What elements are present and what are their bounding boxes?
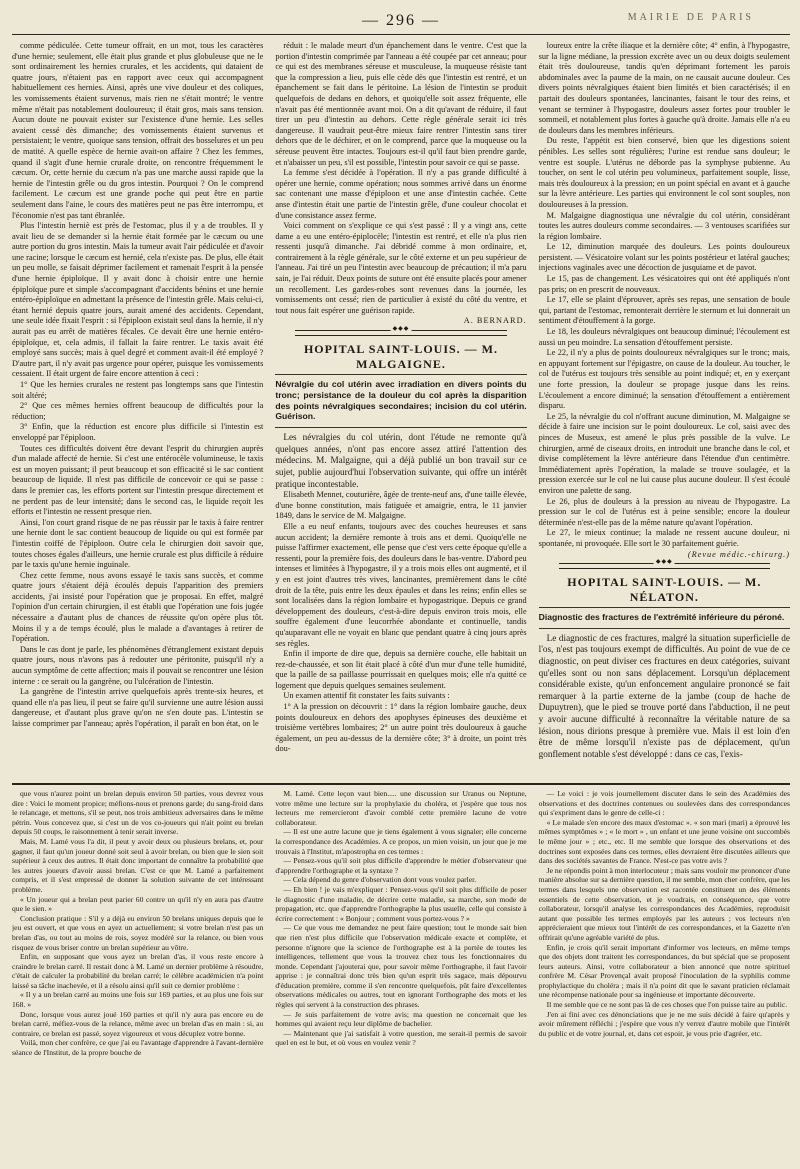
article-paragraph: Le 15, pas de changement. Les vésicatoires qui ont été appliqués n'ont pas pris; on en prescrit de nouveaux. [538, 274, 790, 294]
article-paragraph: La femme s'est décidée à l'opération. Il n'y a pas grande difficulté à opérer une hernie, comme opération; nous sommes arrivé dans un énorme sac contenant une masse d'épiploon et une anse d'intestin cachée. Cette anse d'intestin était une partie de l'intestin grêle, d'une couleur chocolat et d'une consistance assez ferme. [275, 168, 527, 220]
article-paragraph: 3° Enfin, que la réduction est encore plus difficile si l'intestin est enveloppé par l'épiploon. [12, 422, 264, 442]
article-paragraph: Le 12, diminution marquée des douleurs. Les points douloureux persistent. — Vésicatoire volant sur les points postérieur et latéral gauches; injections vaginales avec une décoction de jusquiame et de pavot. [538, 242, 790, 273]
article-paragraph: Un examen attentif fit constater les faits suivants : [283, 691, 450, 701]
source-citation: (Revue médic.-chirurg.) [687, 549, 790, 559]
feuilleton-paragraph: Il me semble que ce ne sont pas là de ces choses que l'on puisse taire au public. [546, 1000, 788, 1010]
feuilleton-paragraph: J'en ai fini avec ces dénonciations que je ne me suis décidé à faire qu'après y avoir mûrement réfléchi ; j'espère que vous n'y verrez d'autre mobile que l'intérêt du public et de votre journal, et, dans cet espoir, je vous prie d'agréer, etc. [538, 1009, 790, 1038]
article-paragraph: Voici comment on s'explique ce qui s'est passé : Il y a vingt ans, cette dame a eu une entéro-épiplocèle; l'intestin est rentré, et elle n'a plus rien ressenti jusqu'à dimanche. J'ai débridé comme à mon ordinaire, et, contrairement à la règle générale, sur le côté externe et un peu supérieur de l'anneau. J'ai tiré un peu l'intestin avec beaucoup de précaution; il m'a paru sain, je l'ai réduit. Deux points de suture ont été ensuite placés pour amener un recollement. Les gardes-robes sont revenues dans la journée, les vomissements ont cessé; rien de particulier à existé du côté du ventre, et tout nous fait espérer une guérison rapide. [275, 221, 527, 315]
article-paragraph: Du reste, l'appétit est bien conservé, bien que les digestions soient pénibles. Les selles sont régulières; l'urine est rendue sans douleur; le ventre est souple. L'utérus ne déborde pas la symphyse pubienne. Au toucher, on sent le col utérin peu volumineux, parfaitement souple, lisse, mais très douloureux à la pression; en un point spécial en avant et à gauche sur la lèvre antérieure. Les parties qui environnent le col sont souples, non douloureuses à la pression. [538, 136, 790, 209]
feuilleton-paragraph: Enfin, je crois qu'il serait important d'informer vos lecteurs, en même temps que des objets dont traitent les correspondances, du but spécial que se proposent leurs auteurs. Ainsi, votre collaborateur a bien annoncé que notre spirituel confrère M. César Provençal avait proposé l'inoculation de la syphilis comme prophylactique du choléra ; mais il n'a point dit que le savant praticien réclamait une récompense nationale pour sa ingénieuse et importante découverte. [538, 942, 790, 1000]
article-signature: A. BERNARD. [463, 316, 527, 326]
article-paragraph: Dans le cas dont je parle, les phénomènes d'étranglement existant depuis quatre jours, nous n'avons pas à redouter une péritonite, puisqu'il n'y a aucun symptôme de cette affection; mais il pouvait se rencontrer une lésion interne : ce serait ou la gangrène, ou l'ulcération de l'intestin. [12, 644, 264, 686]
section-divider [275, 427, 526, 428]
feuilleton-column-2 [275, 789, 526, 1169]
column-1 [12, 41, 263, 779]
feuilleton-section [12, 789, 790, 1169]
article-paragraph: Le 27, le mieux continue; la malade ne ressent aucune douleur, ni spontanée, ni provoquée. Elle sort le 30 parfaitement guérie. [538, 528, 790, 548]
feuilleton-paragraph: « Un joueur qui a brelan peut parier 60 contre un qu'il n'y en aura pas d'autre que le sien. » [12, 894, 264, 914]
article-paragraph: Enfin il importe de dire que, depuis sa dernière couche, elle habitait un rez-de-chaussée, et son lit était placé à côté d'un mur d'une telle humidité, que la paille de sa paillasse pourrissait en quelques mois; elle n'a quitté ce logement que depuis quelques semaines seulement. [275, 649, 527, 690]
page-header [12, 8, 790, 34]
feuilleton-paragraph: Mais, M. Lamé vous l'a dit, il peut y avoir deux ou plusieurs brelans, et, pour gagner, il faut qu'un joueur donné soit seul à avoir brelan, ou bien que le sien soit supérieur à ceux des autres. Il était donc important de connaître la probabilité que les autres joueurs d'avoir aussi brelan. C'est ce que M. Lamé a parfaitement compris, et il s'est empressé de donner la solution suivante de cet intéressant problème. [12, 836, 264, 894]
article-paragraph: Le 22, il n'y a plus de points douloureux névralgiques sur le tronc; mais, en appuyant fortement sur l'épigastre, on cause de la douleur. Au toucher, le col de l'utérus est toujours très sensible au point indiqué; et, en y exerçant une forte pression, la douleur se propage jusque dans les reins. L'écoulement a encore diminué; la sensation d'étouffement a entièrement disparu. [538, 348, 790, 411]
article-paragraph: Toutes ces difficultés doivent être devant l'esprit du chirurgien auprès d'un malade affecté de hernie. Si c'est une entérocèle volumineuse, le taxis est un moyen puissant; il peut beaucoup et son efficacité si le sac contient beaucoup de liquide. Il n'est pas difficile de concevoir ce qui se passe : dans le premier cas, les efforts portent sur l'intestin presque directement et ne perdent pas de leur intensité; dans le second cas, le liquide reçoit les efforts et l'intestin ne ressent presque rien. [12, 443, 264, 517]
article-paragraph: Le diagnostic de ces fractures, malgré la situation superficielle de l'os, n'est pas toujours exempt de difficultés. Au point de vue de ce diagnostic, on peut diviser ces fractures en deux catégories, suivant qu'elles sont ou non sans déplacement. Lorsqu'un déplacement considérable existe, qu'un enfoncement angulaire prononcé se fait remarquer à la partie externe de la jambe (coup de hache de Dupuytren), que le pied se trouve porté dans l'abduction, il ne peut y avoir aucune difficulté à reconnaître la véritable nature de sa lésion, nous dirions presque à première vue. Mais il est loin d'en être de même lorsqu'il n'existe pas de déplacement, qu'un gonflement notable s'est développé : dans ce cas, l'exis- [538, 632, 790, 759]
article-paragraph: Les névralgies du col utérin, dont l'étude ne remonte qu'à quelques années, n'ont pas encore assez attiré l'attention des médecins. M. Malgaigne, qui a déjà publié un bon travail sur ce sujet, publie aujourd'hui l'observation suivante, qui offre un intérêt pratique incontestable. [275, 432, 527, 489]
article-paragraph: Elisabeth Mennet, couturière, âgée de trente-neuf ans, d'une taille élevée, d'une bonne constitution, mais fatiguée et amaigrie, entra, le 11 janvier 1849, dans le service de M. Malgaigne. [275, 490, 527, 521]
feuilleton-rule [12, 783, 790, 785]
column-3 [539, 41, 790, 779]
feuilleton-paragraph: — Pensez-vous qu'il soit plus difficile d'apprendre le métier d'observateur que d'apprendre l'orthographe et la syntaxe ? [275, 856, 527, 875]
section-divider [275, 374, 526, 375]
section-title: HOPITAL SAINT-LOUIS. — M. MALGAIGNE. [303, 342, 499, 372]
library-stamp: MAIRIE DE PARIS [627, 12, 754, 23]
article-paragraph: Le 26, plus de douleurs à la pression au niveau de l'hypogastre. La pression sur le col de l'utérus est à peine sensible; encore la douleur déterminée n'est-elle pas de la même nature qu'avant l'opération. [538, 496, 790, 527]
article-paragraph: Le 17, elle se plaint d'éprouver, après ses repas, une sensation de boule qui, partant de l'estomac, remonterait derrière le sternum et lui donnerait un sentiment d'étouffement à la gorge. [538, 295, 790, 326]
article-paragraph: 2° Que ces mêmes hernies offrent beaucoup de difficultés pour la réduction; [12, 401, 264, 421]
article-paragraph: Chez cette femme, nous avons essayé le taxis sans succès, et comme quatre jours s'étaient déjà écoulés depuis l'apparition des premiers accidents, j'ai insisté pour l'opération que je proposai. En effet, malgré l'opinion d'un certain chirurgien, il est établi que l'opération une fois jugée nécessaire a d'autant plus de chances de réussite qu'on opère plus tôt. Moins il y a de temps écoulé, plus le malade a d'avantages à retirer de l'opération. [12, 570, 264, 644]
feuilleton-paragraph: Enfin, en supposant que vous ayez un brelan d'as, il vous reste encore à craindre le brelan carré. Il restait donc à M. Lamé un dernier problème à résoudre, c'était de calculer la probabilité du brelan carré; le célèbre académicien n'a point laissé sa tâche inachevée, et il a résolu ainsi qu'il suit ce dernier problème : [12, 952, 264, 990]
article-paragraph: Plus l'intestin herniè est près de l'estomac, plus il y a de troubles. Il y avait lieu de se demander si la hernie était formée par le cæcum ou une autre portion du gros intestin. Mais la tumeur avait l'air pédiculée et d'avoir une racine; lorsque le cæcum est hernié, cela n'existe pas. De plus, elle était un peu molle, se faisait déprimer facilement et ramenait l'esprit à la pensée d'une hernie épiploïque. Il y avait donc à choisir entre une hernie épiploïque pure et simple s'accompagnant d'accidents bénins et une hernie entéro-épiploïque en admettant la présence de l'intestin grêle. Mais celui-ci, étant hernié depuis quatre jours, aurait amené des accidents. Cependant, une seule idée fixait l'esprit : si l'épiploon existait seul dans la hernie, il n'y aurait pas eu arrêt de matières fécales. Ce devait être une hernie entéro-épiploïque, et, cela admis, il fallait la faire rentrer. Le taxis avait été employé sans succès; mais à quel degré et comment avait-il été employé ? D'autre part, il n'y avait pas urgence pour opérer, puisque les vomissements cessaient. Il était urgent de faire encore attention à ceci : [12, 221, 264, 379]
feuilleton-column-3 [539, 789, 790, 1169]
section-subtitle: Diagnostic des fractures de l'extrémité inférieure du péroné. [538, 612, 785, 623]
article-paragraph: comme pédiculée. Cette tumeur offrait, en un mot, tous les caractères d'une hernie; seulement, elle était plus grande et plus globuleuse que ne le sont ordinairement les hernies crurales, et les accidents, qui dataient de quatre jours, n'étaient pas en rapport avec ceux qui accompagnent habituellement ces hernies. Ainsi, après une vive douleur et des coliques, les vomissements étaient survenus, mais rien ne s'était montré; le ventre même n'était pas notablement douloureux; il était gros, mais sans tension. Aucun doute ne pouvait exister sur l'existence d'une hernie. Les selles avaient cessé dès dimanche; des vomissements étaient survenus et persistaient; le ventre, quoique sans tension, offrait des bosselures et un peu de matité. A quelle espèce de hernie avait-on affaire ? Chez les femmes, quand il s'agit d'une hernie crurale droite, on rencontre fréquemment le cæcum. Or, cette hernie du cæcum n'a pas une marche aussi rapide que la hernie de l'intestin grêle ou du gros intestin. Pourquoi ? On le comprend facilement. Le cæcum est une grande poche qui peut être en partie seulement dans l'aine, le cours des matières peut ne pas être interrompu, et l'économie n'est pas tant ébranlée. [12, 41, 264, 220]
article-paragraph: Elle a eu neuf enfants, toujours avec des couches heureuses et sans aucun accident; la dernière remonte à trois ans et demi. Quoiqu'elle ne puisse l'affirmer exactement, elle pense que c'est vers cette époque qu'elle a ressenti, pour la première fois, des douleurs dans le bas-ventre. D'abord peu intenses et limitées à l'hypogastre, il y a trois mois elles ont augmenté, et il y en est joint d'autres très vives, lancinantes, premièrement dans le côté droit de la tête, puis entre les deux épaules et dans les reins; enfin elles se sont localisées dans la région lombaire et hypogastrique. Depuis ce grand développement des douleurs, c'est-à-dire depuis environ trois mois, elle souffre également d'une leucorrhée abondante et continuelle, tandis qu'auparavant elle ne voyait en blanc que pendant quatre à cinq jours après ses règles. [275, 521, 527, 648]
feuilleton-paragraph: Conclusion pratique : S'il y a déjà eu environ 50 brelans uniques depuis que le jeu est ouvert, et que vous en ayez un actuellement; si votre brelan n'est pas un brelan d'as, ou tout au moins de rois, soyez modéré sur la relance, ou bien vous risquez de vous briser contre un brelan supérieur au vôtre. [12, 913, 264, 952]
section-subtitle: Névralgie du col utérin avec irradiation en divers points du tronc; persistance de la douleur du col après la disparition des points névralgiques secondaires; incision du col utérin. Guérison. [275, 379, 527, 422]
article-paragraph: loureux entre la crête iliaque et la dernière côte; 4° enfin, à l'hypogastre, sur la ligne médiane, la pression excrète avec un ou deux doigts seulement était très douloureuse, tandis qu'en déprimant fortement les parois abdominales avec la paume de la main, on ne causait aucune douleur. Ces divers points névralgiques étaient bien limités et bien caractérisés; il en partait des douleurs spontanées, lancinantes, faisant le tour des reins, et venant se terminer à l'hypogastre, douleurs assez fortes pour troubler le sommeil, et notablement plus fortes à gauche qu'à droite. Jamais elle n'a eu de douleurs dans les membres inférieurs. [538, 41, 790, 135]
feuilleton-paragraph: — Cela dépend du genre d'observation dont vous voulez parler. [283, 875, 477, 885]
header-rule [12, 34, 790, 35]
feuilleton-paragraph: — Je suis parfaitement de votre avis; ma question ne concernait que les hommes qui avaient reçu leur diplôme de bachelier. [275, 1009, 527, 1029]
article-paragraph: 1° Que les hernies crurales ne restent pas longtemps sans que l'intestin soit altéré; [12, 380, 264, 400]
article-paragraph: Ainsi, l'on court grand risque de ne pas réussir par le taxis à faire rentrer une hernie dont le sac contient beaucoup de liquide ou qui est formée par l'intestin coiffé de l'épiploon. Outre cela le chirurgien doit savoir que, toutes choses égales d'ailleurs, une hernie crurale est plus difficile à réduire par le taxis qu'une hernie inguinale. [12, 517, 264, 570]
feuilleton-paragraph: « Il y a un brelan carré au moins une fois sur 169 parties, et au plus une fois sur 168. » [12, 990, 264, 1010]
article-paragraph: M. Malgaigne diagnostiqua une névralgie du col utérin, considérant toutes les autres douleurs comme secondaires. — 3 ventouses scarifiées sur la région lombaire. [538, 210, 790, 241]
feuilleton-paragraph: — Ce que vous me demandez ne peut faire question; tout le monde sait bien que rien n'est plus difficile que l'observation médicale exacte et complète, et personne n'ignore que la science de l'orthographe est à la portée de toutes les intelligences, tellement que vous la trouvez chez tous les fonctionnaires du monde. Cependant j'ajouterai que, pour savoir même l'orthographe, il faut l'avoir apprise : je connaîtrai donc très bien qu'un esprit très sagace, mais dépourvu d'éducation première, comme il s'en rencontre quelquefois, pût faire d'excellentes observations médicales ou autres, tout en ignorant l'orthographe des mots et les règles qui servent à la construction des phrases. [275, 923, 527, 1010]
feuilleton-column-1 [12, 789, 263, 1169]
feuilleton-paragraph: — Le voici : je vois journellement discuter dans le sein des Académies des observations et des doctrines contenues ou soulevées dans des correspondances qui s'expriment dans le genre de celle-ci : [538, 789, 790, 818]
section-divider [539, 628, 790, 629]
section-ornament [295, 330, 506, 336]
article-paragraph: Le 25, la névralgie du col n'offrant aucune diminution, M. Malgaigne se décide à faire une incision sur le point douloureux. Le col, saisi avec des pinces de Museux, est amené le plus près possible de la vulve. Le chirurgien, armé de ciseaux droits, en introduit une branche dans le col, et divise complètement la lèvre antérieure dans l'étendue d'un centimètre. Immédiatement après l'opération, la malade se trouve soulagée, et la pression exercée sur le col ne lui cause plus aucune douleur. Il s'est écoulé environ une palette de sang. [538, 411, 790, 495]
feuilleton-paragraph: M. Lamé. Cette leçon vaut bien..... une discussion sur Uranus ou Neptune, votre même une lecture sur la prophylaxie du choléra, et j'espère que tous nos lecteurs me remercieront d'avoir comblé cette première lacune de votre collaborateur. [275, 789, 527, 827]
feuilleton-paragraph: — Maintenant que j'ai satisfait à votre question, me serait-il permis de savoir quel en est le but, et où vous en voulez venir ? [275, 1028, 527, 1048]
feuilleton-paragraph: « Le malade s'en encore des maux d'estomac ». « son mari (mari) a éprouvé les mêmes symptômes » ; « le mort » , un enfant et une jeune voisine ont succombés le même jour » ; etc., etc. Il me semble que lorsque des observations et des doctrines sont exposées dans ces termes, elles devraient être discutées ailleurs que dans des sociétés savantes de France. N'est-ce pas votre avis ? [538, 817, 790, 866]
top-section [12, 41, 790, 779]
article-paragraph: Le 18, les douleurs névralgiques ont beaucoup diminué; l'écoulement est aussi un peu moindre. La sensation d'étouffement persiste. [538, 327, 790, 347]
feuilleton-paragraph: Donc, lorsque vous aurez joué 160 parties et qu'il n'y aura pas encore eu de brelan carré, méfiez-vous de la relance, même avec un brelan d'as en main : si, au contraire, ce brelan est passé, soyez vigoureux et vous décuplez votre bonne. [12, 1009, 264, 1038]
feuilleton-paragraph: Je ne répondis point à mon interlocuteur ; mais sans vouloir me prononcer d'une manière absolue sur sa dernière question, il me semble, mon cher confrère, que les termes dans lesquels une observation est racontée constituent un des éléments essentiels de cette observation, et je voudrais, en conséquence, que votre collaborateur, lorsqu'il analyse les correspondances des Académies, reproduisit autant que possible les termes employés par les auteurs ; vos lecteurs n'en apprécieraient que mieux tout l'intérêt de ces correspondances, et la Gazette n'en offrirait qu'une agréable variété de plus. [538, 865, 790, 942]
article-paragraph: La gangrène de l'intestin arrive quelquefois après trente-six heures, et quand elle n'a pas lieu, il peut se faire qu'il survienne une autre lésion aussi dangereuse, et d'autant plus grave qu'on ne s'en doute pas. L'intestin se laisse comprimer par l'anneau; après l'opération, il paraît en bon état, on le [12, 687, 264, 728]
feuilleton-paragraph: — Il est une autre lacune que je tiens également à vous signaler; elle concerne la correspondance des Académies. A ce propos, un mien voisin, un jour que je me trouvais à l'Institut, m'apostropha en ces termes : [275, 827, 527, 856]
article-paragraph: réduit : le malade meurt d'un épanchement dans le ventre. C'est que la portion d'intestin comprimée par l'anneau a été coupée par cet anneau; pour ce qui est des membranes séreuse et musculeuse, la muqueuse résiste tant que la compression a lieu, puis elle cède dès que l'intestin est rentré, et un épanchement se fait dans le péritoine. La lésion de l'intestin se produit quelquefois de dedans en dehors, et quoiqu'elle soit assez fréquente, elle n'avait pas été mentionnée avant moi. On a dit qu'avant de réduire, il faut tirer un peu d'intestin au dehors. Cette règle générale serait ici très dangereuse. Il vaudrait peut-être mieux faire rentrer l'intestin sans tirer dehors que de le déchirer, et on le comprend, parce que la muqueuse ou la séreuse peuvent être intactes. Toujours est-il qu'il faut bien prendre garde, et n'abaisser un peu, s'il est possible, l'intestin pour savoir ce qui se passe. [275, 41, 527, 167]
section-ornament [559, 563, 770, 569]
feuilleton-paragraph: que vous n'aurez point un brelan depuis environ 50 parties, vous devrez vous dire : Voici le moment propice; méfions-nous et prenons garde; du sang-froid dans le relancage, et mettons, s'il se peut, nos trois ambitieux adversaires dans le même pétrin. Vous concevez que, si c'est un de vos co-joueurs qui n'ait point eu brelan depuis 50 coups, le raisonnement à tenir serait inverse. [12, 789, 264, 837]
column-2 [275, 41, 526, 779]
feuilleton-paragraph: — Eh bien ! je vais m'expliquer : Pensez-vous qu'il soit plus difficile de poser le diagnostic d'une maladie, de décrire cette maladie, sa marche, son mode de propagation, etc. que d'apprendre l'orthographe la plus usuelle, celle qui consiste à écrire correctement : « Bonjour ; comment vous portez-vous ? » [275, 884, 527, 923]
section-divider [539, 607, 790, 608]
page-number: — 296 — [362, 12, 440, 29]
feuilleton-paragraph: Voilà, mon cher confrère, ce que j'ai eu l'avantage d'apprendre à l'avant-dernière séance de l'Institut, de la propre bouche de [12, 1038, 264, 1058]
article-paragraph: 1° A la pression on découvrit : 1° dans la région lombaire gauche, deux points douloureux en dehors des apophyses épineuses des deuxième et troisième vertèbres lombaires; 2° un autre point très douloureux à gauche également, un peu au-dessus de la dernière côte; 3° à droite, un point très dou- [275, 702, 527, 754]
section-title: HOPITAL SAINT-LOUIS. — M. NÉLATON. [567, 575, 762, 605]
